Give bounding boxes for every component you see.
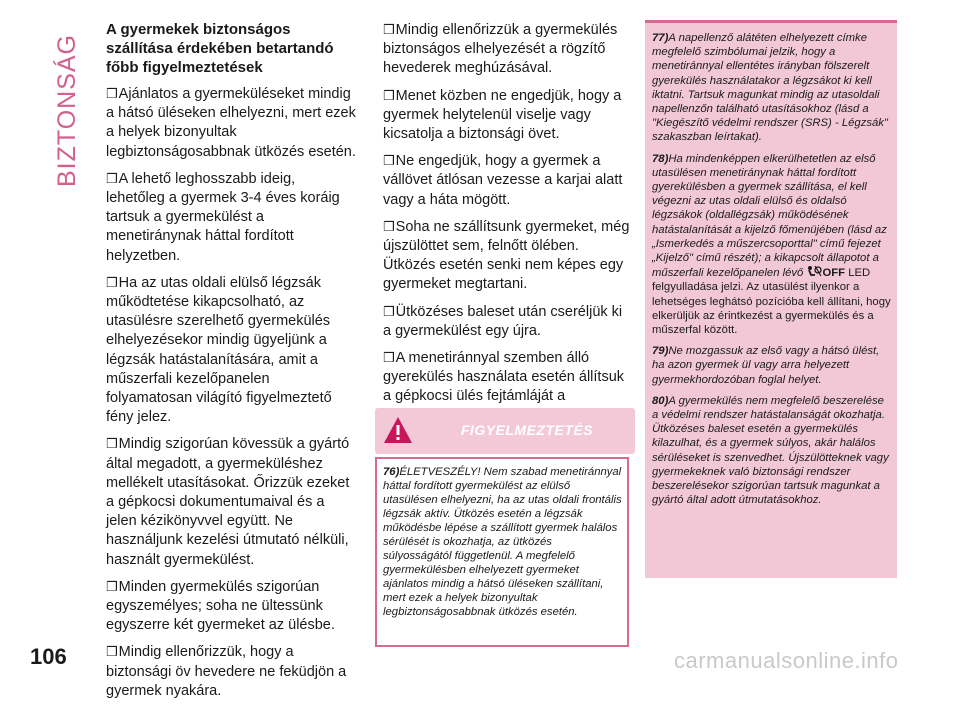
note-80: 80)A gyermekülés nem megfelelő beszerelése a védelmi rendszer hatástalanságát okozhatja. Ütközéses baleset esetén a gyermekülés kilazulhat, és a gyermek súlyos, akár halálos sérüléseket is szenvedhet. Újszülötteknek vagy gyermekeknek való biztonsági rendszer beszerelésekor szigorúan tartsuk magunkat a gyártó által adott útmutatásokhoz.	[652, 394, 889, 507]
checkbox-bullet-icon: ❒	[383, 153, 395, 169]
checkbox-bullet-icon: ❒	[383, 350, 395, 366]
warning-title: FIGYELMEZTETÉS	[460, 422, 594, 438]
checkbox-bullet-icon: ❒	[106, 86, 118, 101]
bullet-item: ❒Minden gyermekülés szigorúan egyszemélyes; soha ne ültessünk egyszerre két gyermeket az ülésbe.	[106, 578, 335, 634]
airbag-off-label: OFF	[822, 267, 846, 280]
section-tab	[52, 34, 82, 188]
bullet-item: ❒Mindig szigorúan kövessük a gyártó által megadott, a gyermeküléshez mellékelt utasításokat. Őrizzük ezeket a gépkocsi dokumentumaival és a jelen kézikönyvvel együtt. Ne használjunk kezelési útmutató nélküli, használt gyermekülést.	[106, 436, 350, 568]
checkbox-bullet-icon: ❒	[106, 436, 118, 452]
checkbox-bullet-icon: ❒	[383, 218, 395, 234]
checkbox-bullet-icon: ❒	[106, 170, 118, 186]
section-heading: A gyermekek biztonságos szállítása érdekében betartandó főbb figyelmeztetések	[106, 21, 334, 76]
page-number: 106	[30, 644, 67, 669]
bullet-item: ❒Ütközéses baleset után cseréljük ki a gyermekülést egy újra.	[383, 303, 623, 339]
bullet-item: ❒Menet közben ne engedjük, hogy a gyermek helytelenül viselje vagy kicsatolja a biztonsági övet.	[383, 87, 622, 143]
note-78: 78)Ha mindenképpen elkerülhetetlen az első utasülésen menetiránynak háttal fordított gyerekülésben a gyermek szállítása, el kell végezni az utas oldali elülső és oldalsó légzsákok (oldallégzsák) működésének hatástalanítását a kijelző főmenüjében (lásd az „Ismerkedés a műszercsoporttal" című fejezet „Kijelző" című részét); a kikapcsolt állapotot a műszerfali kezelőpanelen lévő OFF LED felgyulladása jelzi. Az utasülést ilyenkor a lehetséges leghátsó pozícióba kell állítani, hogy elkerüljük az érintkezést a gyermekülés és a műszerfal között.	[652, 152, 891, 337]
section-tab-label: BIZTONSÁG	[53, 34, 81, 188]
warning-box	[375, 457, 629, 647]
warning-text: ÉLETVESZÉLY! Nem szabad menetiránnyal háttal fordított gyermekülést az elülső utasülésen elhelyezni, ha az utas oldali frontális légzsák aktív. Ütközés esetén a légzsák működésbe lépése a szállított gyermek halálos sérülését is okozhatja, az ütközés súlyosságától függetlenül. A megfelelő gyermekülésben elhelyezett gyermeket ajánlatos mindig a hátsó üléseken szállítani, mert ezek a helyek bizonyultak legbiztonságosabbnak ütközés esetén.	[383, 466, 622, 618]
checkbox-bullet-icon: ❒	[383, 22, 395, 37]
checkbox-bullet-icon: ❒	[106, 644, 118, 660]
warning-number: 76)	[383, 466, 400, 478]
bullet-item: ❒A lehető leghosszabb ideig, lehetőleg a gyermek 3-4 éves koráig tartsuk a gyermekülést a menetiránynak háttal fordított helyzetben.	[106, 170, 340, 264]
column-middle	[383, 20, 633, 433]
bullet-item: ❒Mindig ellenőrizzük, hogy a biztonsági öv hevedere ne feküdjön a gyermek nyakára.	[106, 644, 347, 699]
column-left	[106, 20, 356, 708]
checkbox-bullet-icon: ❒	[106, 274, 118, 290]
checkbox-bullet-icon: ❒	[106, 578, 118, 594]
notes-panel	[645, 20, 897, 578]
bullet-item: ❒Ne engedjük, hogy a gyermek a vállövet átlósan vezesse a karjai alatt vagy a háta mögött.	[383, 153, 623, 208]
warning-triangle-icon	[383, 416, 413, 444]
airbag-off-icon	[806, 265, 822, 278]
bullet-item: ❒A menetiránnyal szemben álló gyerekülés használata esetén állítsuk a gépkocsi ülés fejtámláját a	[383, 350, 625, 405]
watermark: carmanualsonline.info	[674, 648, 899, 673]
bullet-item: ❒Mindig ellenőrizzük a gyermekülés biztonságos elhelyezését a rögzítő hevederek meghúzásával.	[383, 22, 618, 77]
checkbox-bullet-icon: ❒	[383, 303, 395, 319]
note-79: 79)Ne mozgassuk az első vagy a hátsó ülést, ha azon gyermek ül vagy arra helyezett gyermekhordozóban foglal helyet.	[652, 345, 880, 386]
checkbox-bullet-icon: ❒	[383, 87, 395, 103]
warning-banner	[375, 408, 635, 454]
bullet-item: ❒Ha az utas oldali elülső légzsák működtetése kikapcsolható, az utasülésre szerelhető gyermekülés elhelyezésekor mindig ügyeljünk a légzsák hatástalanítására, amit a műszerfali kezelőpanelen folyamatosan világító figyelmeztető fény jelez.	[106, 274, 332, 426]
bullet-item: ❒Soha ne szállítsunk gyermeket, még újszülöttet sem, felnőtt ölében. Ütközés esetén senki nem képes egy gyermeket megtartani.	[383, 218, 630, 293]
note-77: 77)A napellenző alátéten elhelyezett címke megfelelő szimbólumai jelzik, hogy a menetiránnyal ellentétes irányban fölszerelt gyerekülés használatakor a légzsákot ki kell iktatni. Tartsuk magunkat mindig az utasoldali napellenzőn található utasításokhoz (lásd a "Kiegészítő védelmi rendszer (SRS) - Légzsák" szakaszban leírtakat).	[652, 32, 888, 144]
bullet-item: ❒Ajánlatos a gyermeküléseket mindig a hátsó üléseken elhelyezni, mert ezek a helyek bizonyultak legbiztonságosabbnak ütközés esetén.	[106, 86, 356, 160]
